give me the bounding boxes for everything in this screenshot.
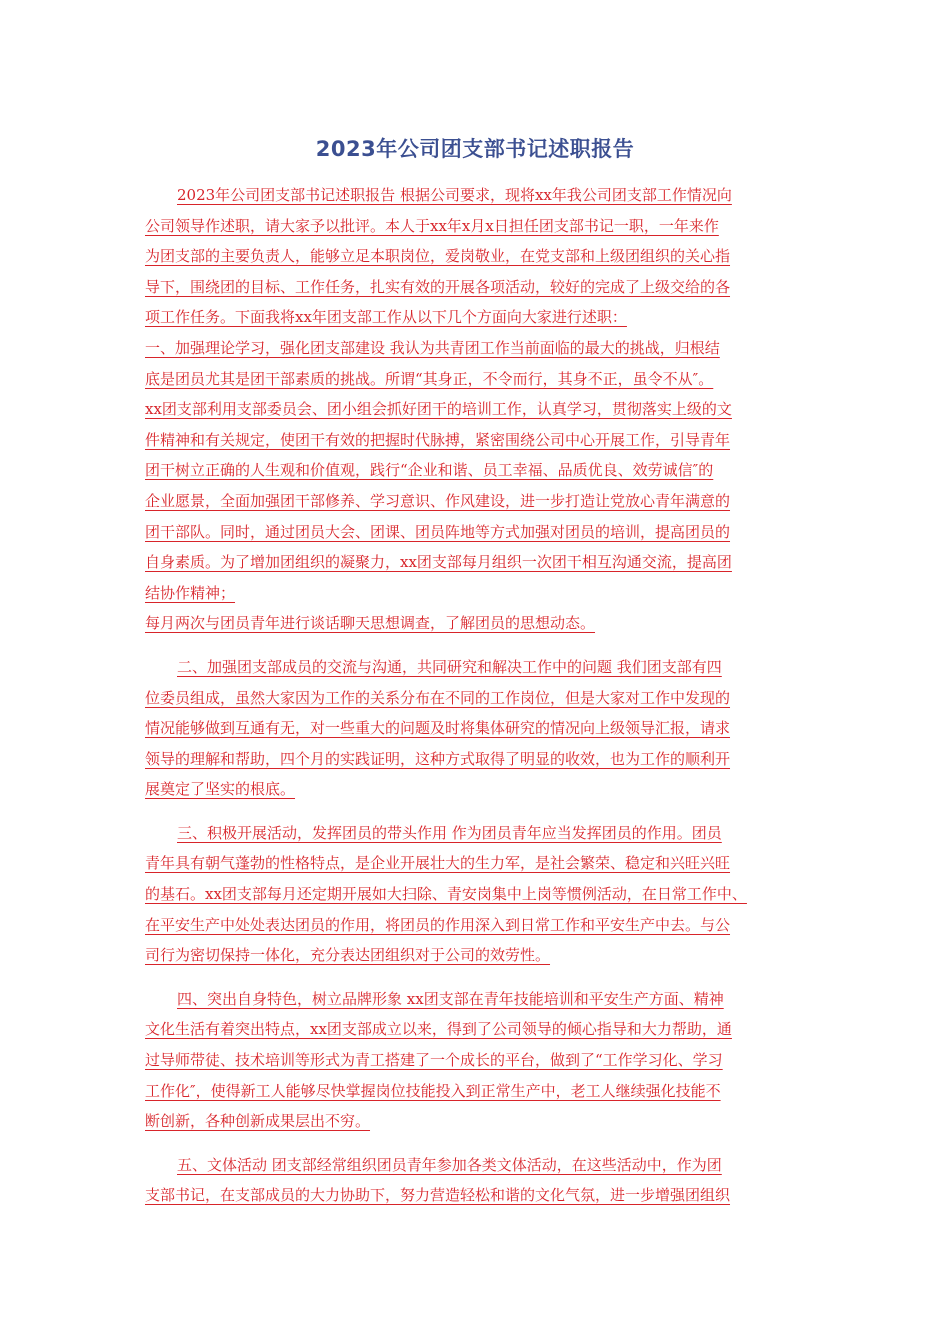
text-line-content: 导下，围绕团的目标、工作任务，扎实有效的开展各项活动，较好的完成了上级交给的各 (145, 277, 731, 296)
text-line-content: 公司领导作述职，请大家予以批评。本人于xx年x月x日担任团支部书记一职，一年来作 (145, 216, 719, 235)
text-line-content: 结协作精神； (145, 583, 236, 602)
text-line (145, 302, 807, 333)
text-line (145, 940, 807, 971)
text-line-content: 断创新，各种创新成果层出不穷。 (145, 1112, 371, 1131)
text-line-content: 项工作任务。下面我将xx年团支部工作从以下几个方面向大家进行述职： (145, 308, 627, 327)
text-line-content: 件精神和有关规定，使团干有效的把握时代脉搏，紧密围绕公司中心开展工作，引导青年 (145, 430, 731, 449)
text-line (145, 984, 807, 1015)
text-line (145, 910, 807, 941)
text-line-content: 过导师带徒、技术培训等形式为青工搭建了一个成长的平台，做到了“工作学习化、学习 (145, 1051, 723, 1070)
paragraph-gap (145, 639, 807, 652)
text-line (145, 394, 807, 425)
text-line-content: 每月两次与团员青年进行谈话聊天思想调查，了解团员的思想动态。 (145, 614, 596, 633)
text-line (145, 578, 807, 609)
text-line-content: 工作化″，使得新工人能够尽快掌握岗位技能投入到正常生产中，老工人继续强化技能不 (145, 1081, 721, 1100)
text-line (145, 364, 807, 395)
paragraph (145, 180, 807, 333)
text-line (145, 1014, 807, 1045)
text-line-content: 支部书记，在支部成员的大力协助下，努力营造轻松和谐的文化气氛，进一步增强团组织 (145, 1186, 731, 1205)
text-line-content: 在平安生产中处处表达团员的作用，将团员的作用深入到日常工作和平安生产中去。与公 (145, 915, 731, 934)
paragraph (145, 818, 807, 971)
text-line (145, 1106, 807, 1137)
text-line-content: 2023年公司团支部书记述职报告 根据公司要求，现将xx年我公司团支部工作情况向 (177, 186, 732, 204)
text-line-content: 为团支部的主要负责人，能够立足本职岗位，爱岗敬业，在党支部和上级团组织的关心指 (145, 247, 731, 266)
text-line (145, 1076, 807, 1107)
text-line (145, 547, 807, 578)
paragraph (145, 333, 807, 639)
text-line (145, 1180, 807, 1211)
paragraph (145, 984, 807, 1137)
text-line (145, 333, 807, 364)
text-line-content: 自身素质。为了增加团组织的凝聚力，xx团支部每月组织一次团干相互沟通交流，提高团 (145, 553, 732, 572)
paragraph (145, 652, 807, 805)
text-line (145, 818, 807, 849)
text-line-content: xx团支部利用支部委员会、团小组会抓好团干的培训工作，认真学习，贯彻落实上级的文 (145, 400, 732, 419)
text-line (145, 879, 807, 910)
document-body (145, 180, 807, 1211)
text-line-content: 二、加强团支部成员的交流与沟通，共同研究和解决工作中的问题 我们团支部有四 (177, 657, 722, 676)
text-line (145, 486, 807, 517)
text-line (145, 713, 807, 744)
text-line (145, 425, 807, 456)
text-line (145, 683, 807, 714)
text-line-content: 企业愿景，全面加强团干部修养、学习意识、作风建设，进一步打造让党放心青年满意的 (145, 491, 731, 510)
document-title: 2023年公司团支部书记述职报告 (315, 137, 635, 161)
text-line (145, 848, 807, 879)
text-line (145, 272, 807, 303)
text-line (145, 241, 807, 272)
text-line (145, 608, 807, 639)
text-line-content: 团干部队。同时，通过团员大会、团课、团员阵地等方式加强对团员的培训，提高团员的 (145, 522, 731, 541)
text-line (145, 774, 807, 805)
text-line-content: 团干树立正确的人生观和价值观，践行“企业和谐、员工幸福、品质优良、效劳诚信″的 (145, 461, 714, 480)
text-line-content: 一、加强理论学习，强化团支部建设 我认为共青团工作当前面临的最大的挑战，归根结 (145, 338, 720, 357)
text-line-content: 的基石。xx团支部每月还定期开展如大扫除、青安岗集中上岗等惯例活动，在日常工作中、 (145, 885, 747, 904)
text-line-content: 三、积极开展活动，发挥团员的带头作用 作为团员青年应当发挥团员的作用。团员 (177, 823, 722, 842)
text-line (145, 1045, 807, 1076)
text-line-content: 五、文体活动 团支部经常组织团员青年参加各类文体活动，在这些活动中，作为团 (177, 1155, 722, 1174)
text-line-content: 底是团员尤其是团干部素质的挑战。所谓“其身正，不令而行，其身不正，虽令不从″。 (145, 369, 714, 388)
paragraph-gap (145, 971, 807, 984)
text-line-content: 司行为密切保持一体化，充分表达团组织对于公司的效劳性。 (145, 946, 551, 965)
text-line-content: 领导的理解和帮助，四个月的实践证明，这种方式取得了明显的收效，也为工作的顺利开 (145, 749, 731, 768)
text-line (145, 1150, 807, 1181)
paragraph (145, 1150, 807, 1211)
text-line-content: 四、突出自身特色，树立品牌形象 xx团支部在青年技能培训和平安生产方面、精神 (177, 989, 724, 1008)
text-line (145, 517, 807, 548)
text-line (145, 652, 807, 683)
text-line-content: 位委员组成，虽然大家因为工作的关系分布在不同的工作岗位，但是大家对工作中发现的 (145, 688, 731, 707)
text-line (145, 211, 807, 242)
text-line (145, 180, 807, 211)
text-line-content: 文化生活有着突出特点，xx团支部成立以来，得到了公司领导的倾心指导和大力帮助，通 (145, 1020, 732, 1039)
paragraph-gap (145, 805, 807, 818)
text-line (145, 455, 807, 486)
text-line-content: 青年具有朝气蓬勃的性格特点，是企业开展壮大的生力军，是社会繁荣、稳定和兴旺兴旺 (145, 854, 731, 873)
text-line (145, 744, 807, 775)
text-line-content: 展奠定了坚实的根底。 (145, 780, 296, 799)
paragraph-gap (145, 1137, 807, 1150)
text-line-content: 情况能够做到互通有无，对一些重大的问题及时将集体研究的情况向上级领导汇报，请求 (145, 719, 731, 738)
